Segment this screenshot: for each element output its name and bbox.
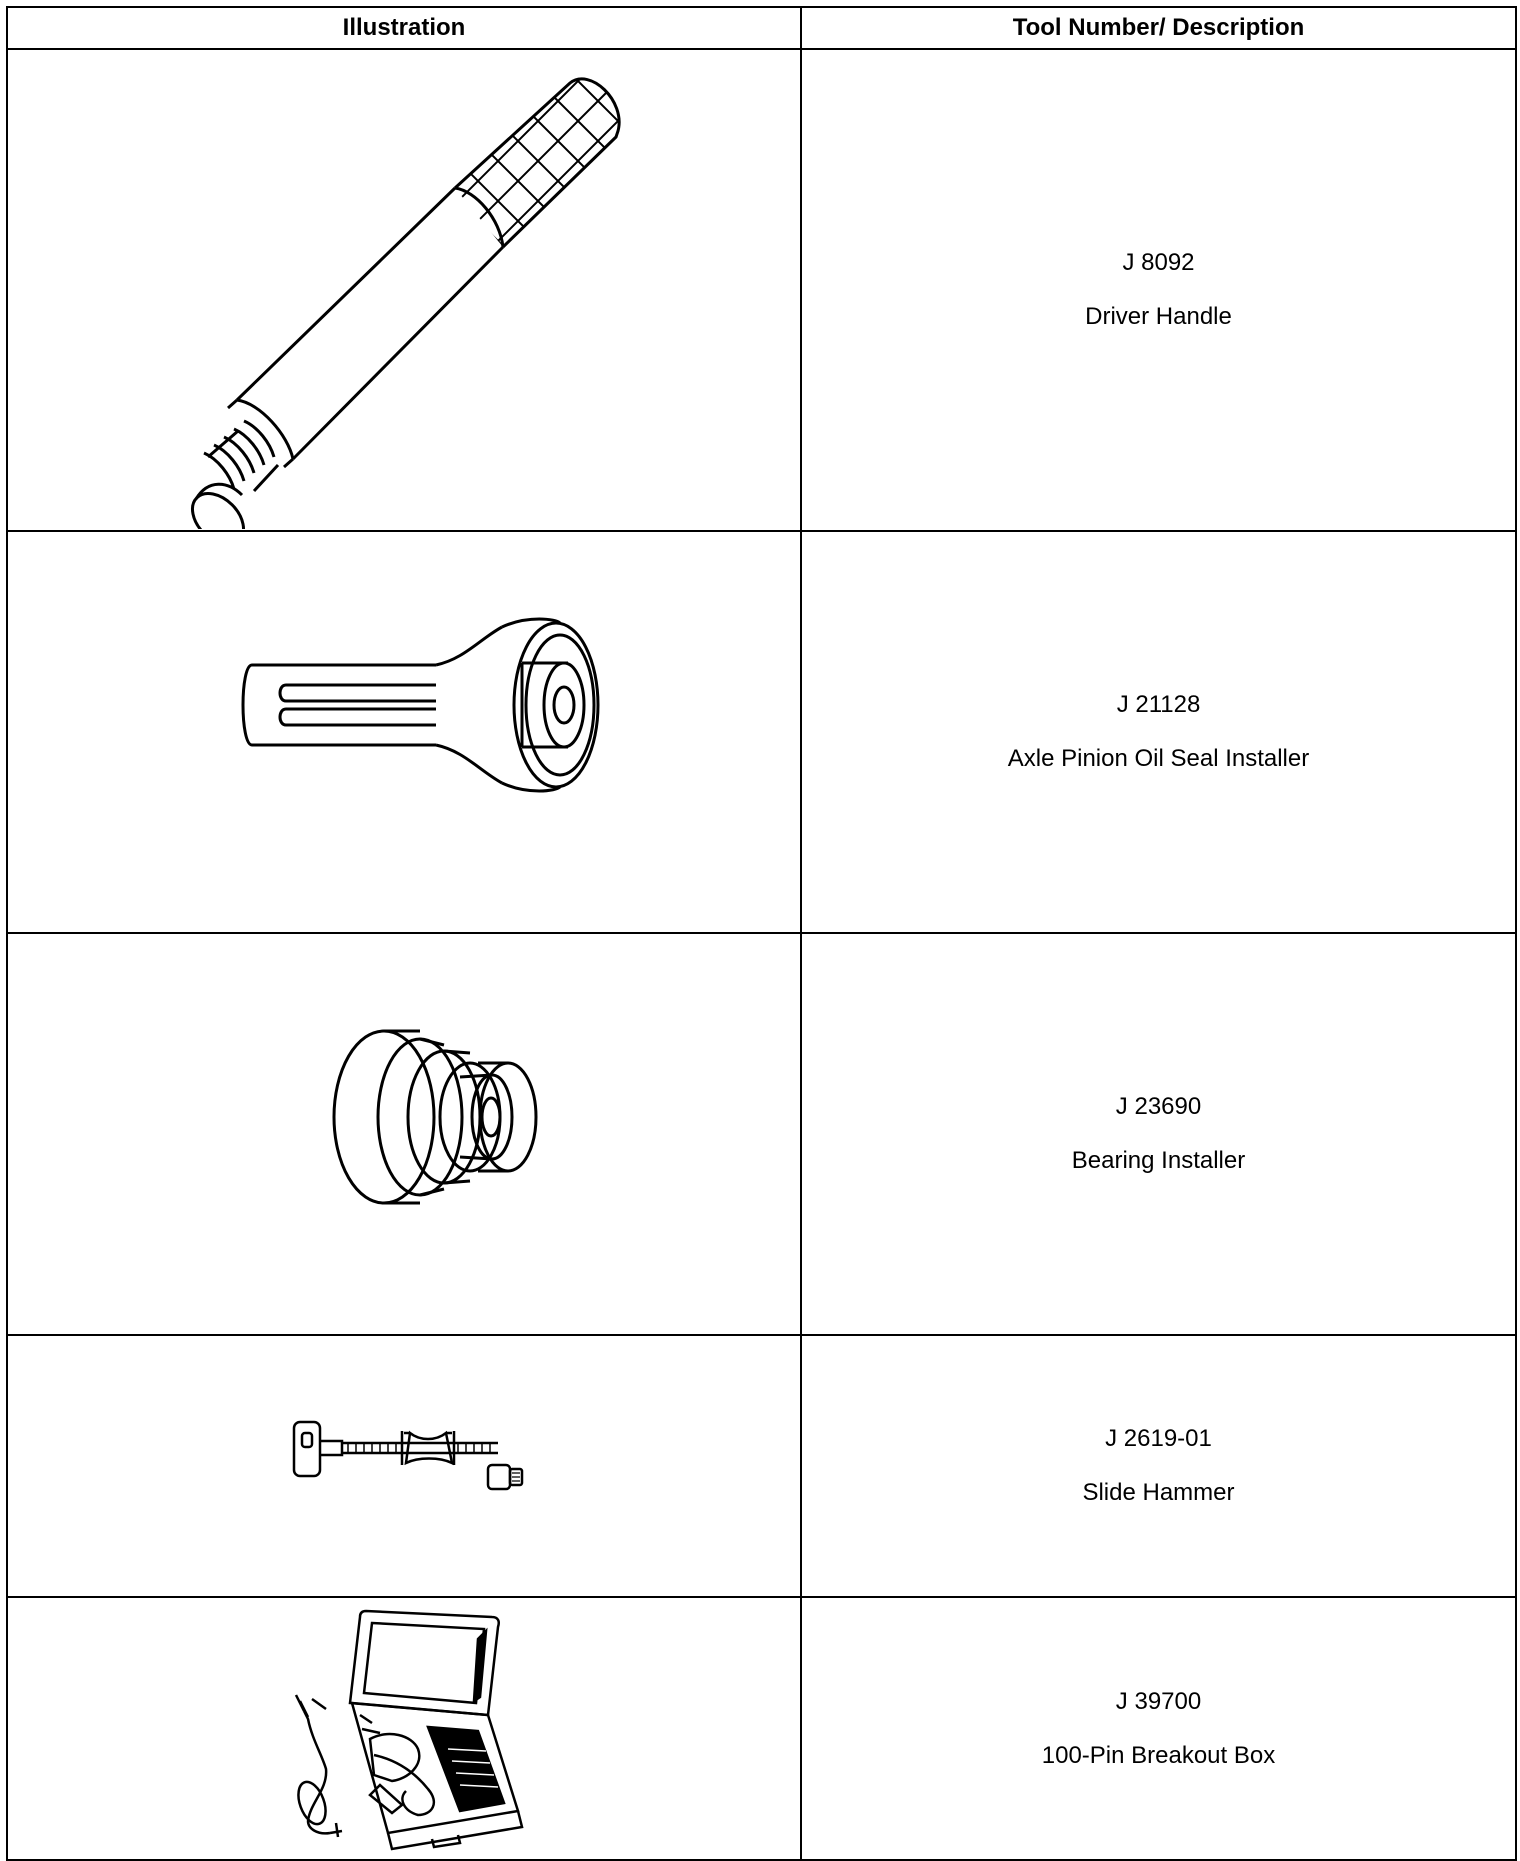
header-illustration: Illustration [7,7,801,49]
seal-installer-icon [8,533,802,931]
illustration-cell [7,1597,801,1860]
table-row [7,1335,1516,1597]
tool-description-cell [801,49,1516,531]
tool-number: J 2619-01 [1105,1425,1212,1452]
illustration-cell [7,933,801,1335]
table-row [7,531,1516,933]
tool-number: J 21128 [1116,691,1201,718]
header-tool-description: Tool Number/ Description [801,7,1516,49]
tool-name: Slide Hammer [1082,1479,1235,1506]
tool-description-cell [801,531,1516,933]
table-row [7,933,1516,1335]
illustration-cell [7,49,801,531]
special-tools-table [6,6,1517,1861]
bearing-installer-icon [8,935,802,1333]
tool-name: Bearing Installer [1071,1147,1246,1174]
table-row [7,49,1516,531]
tool-number: J 39700 [1115,1687,1202,1715]
tool-description-cell [801,1597,1516,1860]
illustration-cell [7,1335,801,1597]
tool-description-cell [801,933,1516,1335]
driver-handle-icon [8,51,802,529]
table-header-row [7,7,1516,49]
tool-name: 100-Pin Breakout Box [1041,1741,1276,1769]
tool-description-cell [801,1335,1516,1597]
table-row [7,1597,1516,1860]
breakout-box-icon [8,1599,802,1858]
illustration-cell [7,531,801,933]
tool-number: J 8092 [1122,249,1195,276]
tool-number: J 23690 [1115,1093,1202,1120]
tool-name: Driver Handle [1085,303,1232,330]
slide-hammer-icon [8,1337,802,1595]
tool-name: Axle Pinion Oil Seal Installer [1007,745,1310,772]
